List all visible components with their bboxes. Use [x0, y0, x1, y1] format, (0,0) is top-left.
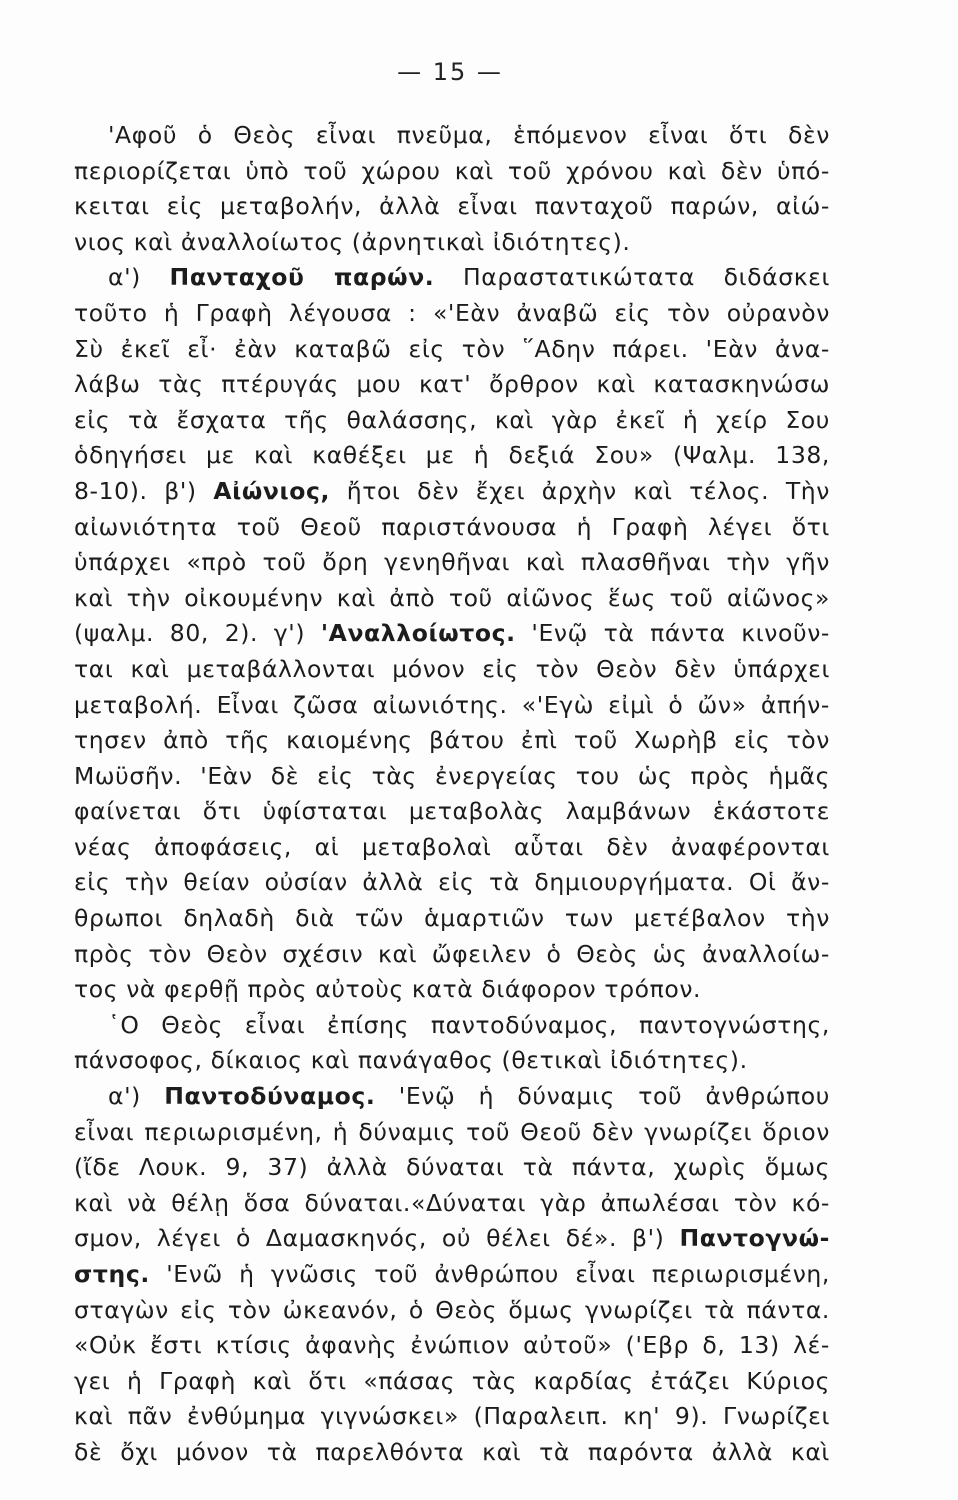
text-line — [74, 581, 830, 617]
text-line — [74, 937, 830, 973]
text-line — [74, 1043, 830, 1079]
text-line — [74, 1399, 830, 1435]
text-line — [74, 830, 830, 866]
body-text — [74, 118, 830, 1471]
text-run: ται καὶ μεταβάλλονται μόνον εἰς τὸν Θεὸν δὲν ὑπάρχει — [74, 654, 830, 683]
text-line — [74, 367, 830, 403]
text-line — [74, 616, 830, 652]
bold-term: Παντοδύναμος. — [164, 1082, 376, 1111]
text-run: θρωποι δηλαδὴ διὰ τῶν ἁμαρτιῶν των μετέβαλον τὴν — [74, 904, 830, 933]
text-line — [74, 1221, 830, 1257]
text-line — [74, 865, 830, 901]
text-run: μεταβολή. Εἶναι ζῶσα αἰωνιότης. «'Εγὼ εἰμὶ ὁ ὤν» ἀπήν- — [74, 690, 830, 719]
text-run: καὶ πᾶν ἐνθύμημα γιγνώσκει» (Παραλειπ. κη' 9). Γνωρίζει — [74, 1402, 830, 1431]
text-line — [74, 154, 830, 190]
text-line — [74, 1150, 830, 1186]
text-line — [74, 688, 830, 724]
text-run: ὑπάρχει «πρὸ τοῦ ὄρη γενηθῆναι καὶ πλασθῆναι τὴν γῆν — [74, 548, 830, 577]
page-number: — 15 — — [397, 58, 503, 86]
text-run: αἰωνιότητα τοῦ Θεοῦ παριστάνουσα ἡ Γραφὴ λέγει ὅτι — [74, 512, 830, 541]
text-line — [74, 1008, 830, 1044]
text-run: ὁδηγήσει με καὶ καθέξει με ἡ δεξιά Σου» (Ψαλμ. 138, — [74, 441, 830, 470]
text-line — [74, 1435, 830, 1471]
text-run: τος νὰ φερθῇ πρὸς αὐτοὺς κατὰ διάφορον τρόπον. — [74, 975, 702, 1004]
text-line — [74, 118, 830, 154]
text-line — [74, 1293, 830, 1329]
bold-term: Πανταχοῦ παρών. — [169, 263, 435, 292]
text-run: τοῦτο ἡ Γραφὴ λέγουσα : «'Εὰν ἀναβῶ εἰς τὸν οὐρανὸν — [74, 298, 830, 327]
text-run: Σὺ ἐκεῖ εἶ· ἐὰν καταβῶ εἰς τὸν ῞Αδην πάρει. 'Εὰν ἀνα- — [74, 334, 830, 363]
text-run: (ἴδε Λουκ. 9, 37) ἀλλὰ δύναται τὰ πάντα, χωρὶς ὅμως — [74, 1153, 830, 1182]
text-run: πρὸς τὸν Θεὸν σχέσιν καὶ ὤφειλεν ὁ Θεὸς ὡς ἀναλλοίω- — [74, 939, 830, 968]
text-run: πάνσοφος, δίκαιος καὶ πανάγαθος (θετικαὶ ἰδιότητες). — [74, 1046, 748, 1075]
text-line — [74, 1115, 830, 1151]
text-run: α') — [108, 263, 170, 292]
text-run: καὶ τὴν οἰκουμένην καὶ ἀπὸ τοῦ αἰῶνος ἕως τοῦ αἰῶνος» — [74, 583, 830, 612]
text-line — [74, 474, 830, 510]
bold-term: Αἰώνιος, — [213, 476, 331, 505]
text-run: 'Ενῶ ἡ γνῶσις τοῦ ἀνθρώπου εἶναι περιωρισμένη, — [149, 1260, 830, 1288]
text-run: Μωϋσῆν. 'Εὰν δὲ εἰς τὰς ἐνεργείας του ὡς πρὸς ἡμᾶς — [74, 761, 830, 790]
text-line — [74, 1079, 830, 1115]
text-run: Παραστατικώτατα διδάσκει — [434, 263, 830, 292]
text-run: «Οὐκ ἔστι κτίσις ἀφανὴς ἐνώπιον αὐτοῦ» ('Εβρ δ, 13) λέ- — [74, 1331, 830, 1360]
text-line — [74, 225, 830, 261]
text-line — [74, 438, 830, 474]
text-run: 'Αφοῦ ὁ Θεὸς εἶναι πνεῦμα, ἑπόμενον εἶναι ὅτι δὲν — [108, 121, 830, 149]
text-run: ῾Ο Θεὸς εἶναι ἐπίσης παντοδύναμος, παντογνώστης, — [108, 1010, 830, 1039]
text-line — [74, 1328, 830, 1364]
text-line — [74, 189, 830, 225]
text-run: σμον, λέγει ὁ Δαμασκηνός, οὐ θέλει δέ». β') — [74, 1224, 680, 1253]
text-line — [74, 296, 830, 332]
text-run: σταγὼν εἰς τὸν ὠκεανόν, ὁ Θεὸς ὅμως γνωρίζει τὰ πάντα. — [74, 1295, 830, 1324]
text-run: νέας ἀποφάσεις, αἱ μεταβολαὶ αὗται δὲν ἀναφέρονται — [74, 832, 830, 861]
text-run: εἰς τὰ ἔσχατα τῆς θαλάσσης, καὶ γὰρ ἐκεῖ ἡ χείρ Σου — [74, 405, 830, 434]
text-run: ἤτοι δὲν ἔχει ἀρχὴν καὶ τέλος. Τὴν — [330, 476, 831, 505]
text-run: α') — [108, 1082, 165, 1111]
text-run: εἰς τὴν θείαν οὐσίαν ἀλλὰ εἰς τὰ δημιουργήματα. Οἱ ἄν- — [74, 868, 830, 897]
text-line — [74, 652, 830, 688]
text-line — [74, 723, 830, 759]
text-run: τησεν ἀπὸ τῆς καιομένης βάτου ἐπὶ τοῦ Χωρὴβ εἰς τὸν — [74, 726, 830, 755]
text-line — [74, 759, 830, 795]
text-line — [74, 1257, 830, 1293]
text-line — [74, 1364, 830, 1400]
text-line — [74, 1186, 830, 1222]
text-run: καὶ νὰ θέλῃ ὅσα δύναται.«Δύναται γὰρ ἀπωλέσαι τὸν κό- — [74, 1188, 830, 1217]
bold-term: 'Αναλλοίωτος. — [320, 619, 516, 648]
bold-term: στης. — [74, 1260, 150, 1288]
text-line — [74, 403, 830, 439]
text-run: λάβω τὰς πτέρυγάς μου κατ' ὄρθρον καὶ κατασκηνώσω — [74, 370, 830, 399]
text-line — [74, 794, 830, 830]
text-run: γει ἡ Γραφὴ καὶ ὅτι «πάσας τὰς καρδίας ἐτάζει Κύριος — [74, 1366, 830, 1395]
text-line — [74, 332, 830, 368]
text-run: (ψαλμ. 80, 2). γ') — [74, 619, 321, 648]
text-run: περιορίζεται ὑπὸ τοῦ χώρου καὶ τοῦ χρόνου καὶ δὲν ὑπό- — [74, 156, 830, 185]
text-line — [74, 972, 830, 1008]
text-line — [74, 510, 830, 546]
text-run: 'Ενῷ τὰ πάντα κινοῦν- — [515, 619, 830, 648]
text-run: νιος καὶ ἀναλλοίωτος (ἀρνητικαὶ ἰδιότητες). — [74, 227, 631, 256]
text-run: δὲ ὄχι μόνον τὰ παρελθόντα καὶ τὰ παρόντα ἀλλὰ καὶ — [74, 1437, 830, 1466]
text-run: φαίνεται ὅτι ὑφίσταται μεταβολὰς λαμβάνων ἑκάστοτε — [74, 797, 830, 826]
text-run: εἶναι περιωρισμένη, ἡ δύναμις τοῦ Θεοῦ δὲν γνωρίζει ὅριον — [74, 1117, 830, 1146]
bold-term: Παντογνώ- — [679, 1224, 830, 1253]
text-line — [74, 260, 830, 296]
text-run: 8-10). β') — [74, 476, 214, 505]
text-line — [74, 901, 830, 937]
text-run: κειται εἰς μεταβολήν, ἀλλὰ εἶναι πανταχοῦ παρών, αἰώ- — [74, 192, 830, 221]
text-run: 'Ενῷ ἡ δύναμις τοῦ ἀνθρώπου — [375, 1082, 830, 1111]
text-line — [74, 545, 830, 581]
